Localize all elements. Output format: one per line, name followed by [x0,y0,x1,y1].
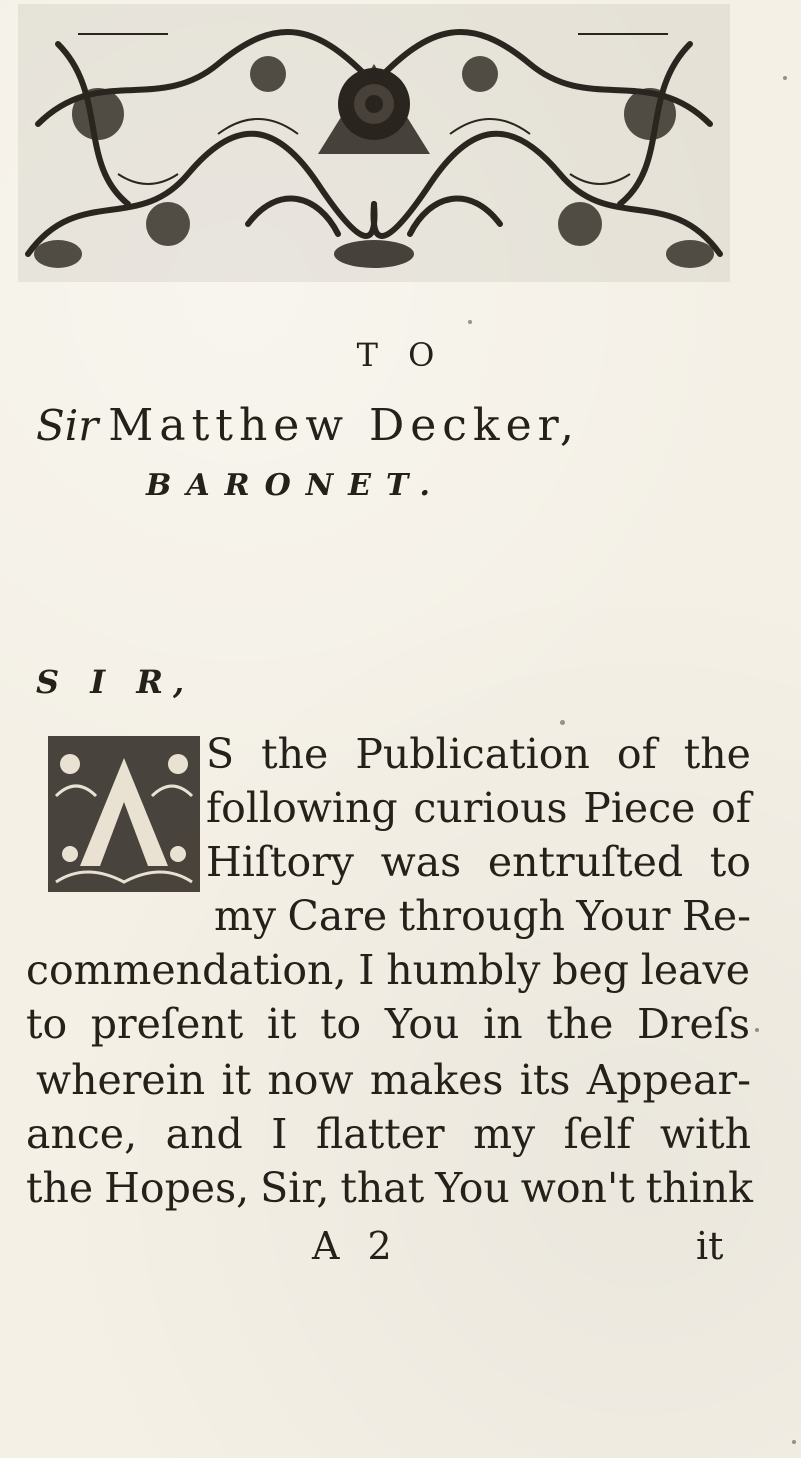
word: think [645,1164,753,1212]
ink-speck [468,320,472,324]
word: it [266,1000,297,1048]
word: You [384,1000,460,1048]
word: wherein [36,1056,206,1104]
word: the [683,730,751,778]
dedication-to: T O [356,336,445,374]
addressee-name: Matthew Decker, [108,400,580,451]
word: commendation, [26,946,347,994]
word: Piece [583,784,696,832]
word: Re- [681,892,751,940]
word: Sir, [260,1164,330,1212]
word: the [546,1000,614,1048]
word: beg [552,946,629,994]
ink-speck [560,720,565,725]
word: to [320,1000,362,1048]
word: my [473,1110,536,1158]
word: of [711,784,751,832]
ink-speck [783,76,787,80]
word: Care [287,892,388,940]
word: Dreſs [637,1000,750,1048]
word: Your [576,892,671,940]
word: leave [640,946,750,994]
body-line-5 [26,946,750,994]
body-line-8 [26,1110,751,1158]
word: the [261,730,329,778]
word: in [483,1000,523,1048]
salutation: S I R, [36,663,195,701]
word: entruſted [487,838,684,886]
ornamental-initial-icon [48,736,200,892]
word: now [267,1056,354,1104]
word: with [659,1110,751,1158]
word: to [26,1000,68,1048]
word: and [165,1110,243,1158]
body-line-2 [206,784,751,832]
catchword: it [696,1224,724,1268]
word: it [221,1056,252,1104]
word: of [616,730,657,778]
word: ance, [26,1110,138,1158]
word: S [206,730,235,778]
signature-mark: A 2 [312,1224,400,1268]
word: its [519,1056,571,1104]
word: following [206,784,398,832]
word: flatter [315,1110,445,1158]
word: Hopes, [104,1164,250,1212]
body-line-1 [206,730,751,778]
word: Hiſtory [206,838,354,886]
word: ſelf [563,1110,632,1158]
ink-speck [755,1028,759,1032]
word: my [214,892,277,940]
word: won't [520,1164,635,1212]
body-line-6 [26,1000,750,1048]
word: through [398,892,565,940]
body-line-7 [36,1056,751,1104]
word: Appear- [586,1056,751,1104]
word: that [340,1164,425,1212]
addressee-honorific: Sir [36,401,99,450]
word: You [435,1164,510,1212]
body-line-4 [214,892,751,940]
word: to [709,838,751,886]
addressee-title: BARONET. [146,468,445,503]
word: makes [369,1056,504,1104]
addressee [36,400,580,451]
word: curious [413,784,568,832]
word: humbly [386,946,541,994]
word: Publication [355,730,590,778]
word: preſent [90,1000,244,1048]
word: I [358,946,375,994]
body-line-3 [206,838,751,886]
word: was [380,838,462,886]
body-line-9 [26,1164,753,1212]
floral-headpiece-icon [18,4,730,282]
word: I [271,1110,288,1158]
ink-speck [792,1440,796,1444]
word: the [26,1164,94,1212]
